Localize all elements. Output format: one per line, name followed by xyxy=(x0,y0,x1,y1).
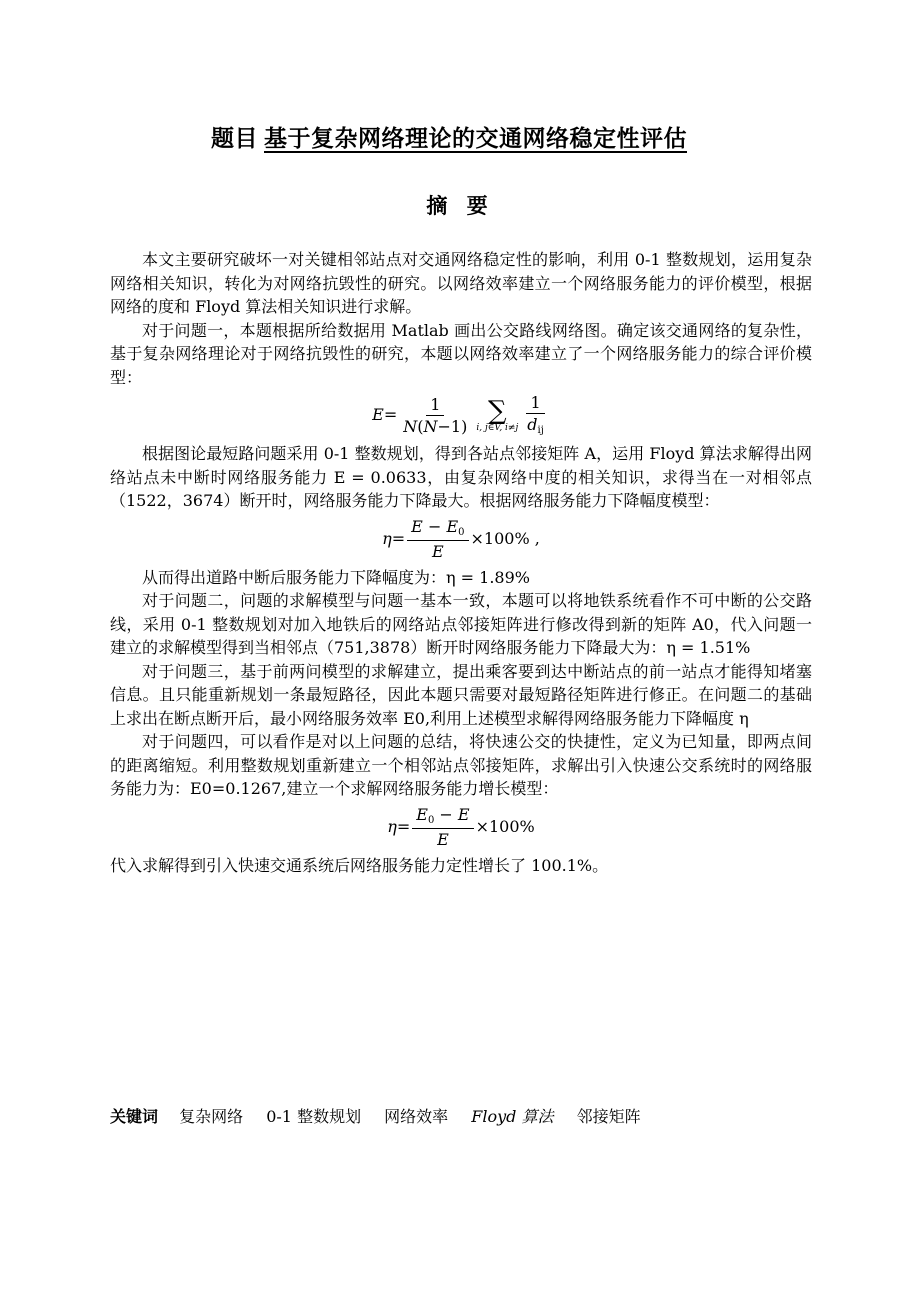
keywords-line xyxy=(110,1104,812,1127)
keyword-item: 网络效率 xyxy=(384,1107,449,1126)
title-main: 基于复杂网络理论的交通网络稳定性评估 xyxy=(264,126,687,152)
formula-decline-rate: η= $\frac{E - E_0}{E}$ ×100% , xyxy=(382,516,540,561)
abstract-heading: 摘 要 xyxy=(426,194,494,218)
paper-title xyxy=(0,120,920,153)
paragraph-2: 对于问题一，本题根据所给数据用 Matlab 画出公交路线网络图。确定该交通网络的复杂性，基于复杂网络理论对于网络抗毁性的研究，本题以网络效率建立了一个网络服务能力的综合评价模型： xyxy=(110,320,812,387)
formula-network-efficiency: E= $\frac{1}{N(N-1)}$ ∑ i, j∈V, i≠j $\frac{1}{d_{ij}}$ xyxy=(372,393,544,436)
keyword-item: 0-1 整数规划 xyxy=(266,1107,362,1126)
abstract-body xyxy=(110,248,812,877)
paragraph-4: 从而得出道路中断后服务能力下降幅度为：η = 1.89% xyxy=(142,567,530,587)
paragraph-7: 对于问题四，可以看作是对以上问题的总结，将快速公交的快捷性，定义为已知量，即两点间的距离缩短。利用整数规划重新建立一个相邻站点邻接矩阵，求解出引入快速公交系统时的网络服务能力为：E0=0.1267,建立一个求解网络服务能力增长模型： xyxy=(110,732,812,798)
keyword-item: 邻接矩阵 xyxy=(576,1107,641,1126)
paragraph-8: 代入求解得到引入快速交通系统后网络服务能力定性增长了 100.1%。 xyxy=(110,855,609,875)
formula-growth-rate: η= $\frac{E_0 - E}{E}$ ×100% xyxy=(387,804,535,849)
paragraph-1: 本文主要研究破坏一对关键相邻站点对交通网络稳定性的影响，利用 0-1 整数规划，运用复杂网络相关知识，转化为对网络抗毁性的研究。以网络效率建立一个网络服务能力的评价模型，根据网络的度和 Floyd 算法相关知识进行求解。 xyxy=(110,250,812,316)
paragraph-5: 对于问题二，问题的求解模型与问题一基本一致，本题可以将地铁系统看作不可中断的公交路线，采用 0-1 整数规划对加入地铁后的网络站点邻接矩阵进行修改得到新的矩阵 A0，代入问题一建立的求解模型得到当相邻点（751,3878）断开时网络服务能力下降最大为：η = 1.51% xyxy=(110,591,812,657)
keywords-label: 关键词 xyxy=(110,1107,159,1126)
keyword-item: 复杂网络 xyxy=(179,1107,244,1126)
keyword-item: Floyd 算法 xyxy=(471,1107,554,1126)
title-prefix: 题目 xyxy=(211,126,258,152)
paragraph-3: 根据图论最短路问题采用 0-1 整数规划，得到各站点邻接矩阵 A，运用 Floyd 算法求解得出网络站点未中断时网络服务能力 E = 0.0633，由复杂网络中度的相关知识，求得当在一对相邻点（1522，3674）断开时，网络服务能力下降最大。根据网络服务能力下降幅度模型： xyxy=(110,444,812,510)
paragraph-6: 对于问题三，基于前两问模型的求解建立，提出乘客要到达中断站点的前一站点才能得知堵塞信息。且只能重新规划一条最短路径，因此本题只需要对最短路径矩阵进行修正。在问题二的基础上求出在断点断开后，最小网络服务效率 E0,利用上述模型求解得网络服务能力下降幅度 η xyxy=(110,661,812,728)
